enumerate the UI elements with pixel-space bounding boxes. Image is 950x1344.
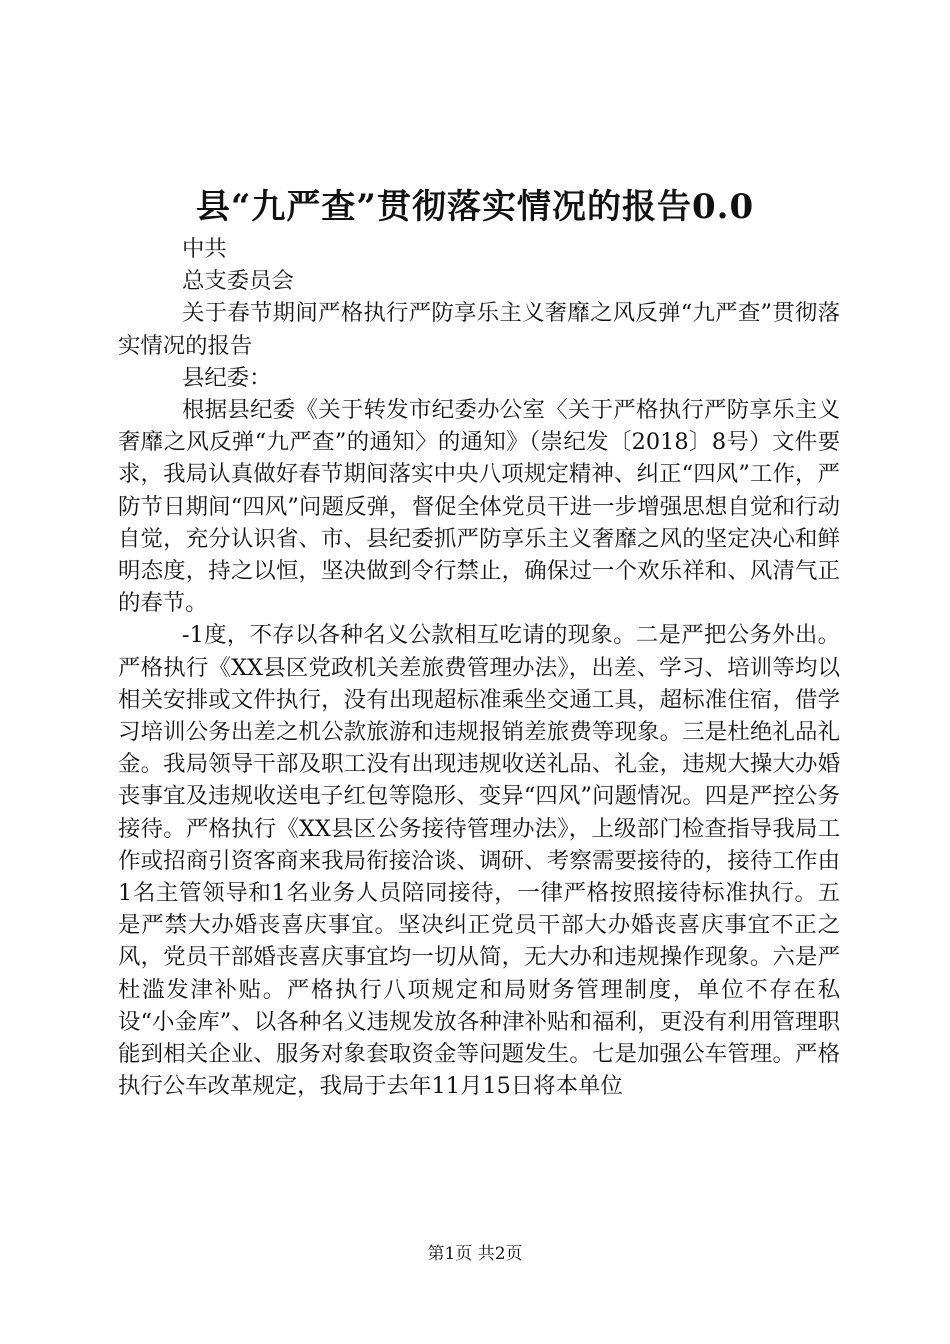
page-number-footer: 第1页 共2页 — [427, 1244, 523, 1264]
document-title: 县“九严查”贯彻落实情况的报告0.0 — [195, 187, 755, 227]
body-paragraph: -1度，不存以各种名义公款相互吃请的现象。二是严把公务外出。严格执行《XX县区党政机关差旅费管理办法》，出差、学习、培训等均以相关安排或文件执行，没有出现超标准乘坐交通工具，超标准住宿，借学习培训公务出差之机公款旅游和违规报销差旅费等现象。三是杜绝礼品礼金。我局领导干部及职工没有出现违规收送礼品、礼金，违规大操大办婚丧事宜及违规收送电子红包等隐形、变异“四风”问题情况。四是严控公务接待。严格执行《XX县区公务接待管理办法》，上级部门检查指导我局工作或招商引资客商来我局衔接洽谈、调研、考察需要接待的，接待工作由1名主管领导和1名业务人员陪同接待，一律严格按照接待标准执行。五是严禁大办婚丧喜庆事宜。坚决纠正党员干部大办婚丧喜庆事宜不正之风，党员干部婚丧喜庆事宜均一切从简，无大办和违规操作现象。六是严杜滥发津补贴。严格执行八项规定和局财务管理制度，单位不存在私设“小金库”、以各种名义违规发放各种津补贴和福利，更没有利用管理职能到相关企业、服务对象套取资金等问题发生。七是加强公车管理。严格执行公车改革规定，我局于去年11月15日将本单位 — [118, 622, 840, 1100]
org-line: 中共 — [182, 236, 227, 262]
document-body — [118, 233, 840, 1102]
body-paragraph: 根据县纪委《关于转发市纪委办公室〈关于严格执行严防享乐主义奢靡之风反弹“九严查”的通知〉的通知》（崇纪发〔2018〕8号）文件要求，我局认真做好春节期间落实中央八项规定精神、纠正“四风”工作，严防节日期间“四风”问题反弹，督促全体党员干进一步增强思想自觉和行动自觉，充分认识省、市、县纪委抓严防享乐主义奢靡之风的坚定决心和鲜明态度，持之以恒，坚决做到令行禁止，确保过一个欢乐祥和、风清气正的春节。 — [118, 397, 840, 617]
salutation: 县纪委： — [182, 364, 272, 391]
committee-line: 总支委员会 — [182, 268, 294, 295]
report-subject: 关于春节期间严格执行严防享乐主义奢靡之风反弹“九严查”贯彻落实情况的报告 — [118, 300, 840, 359]
